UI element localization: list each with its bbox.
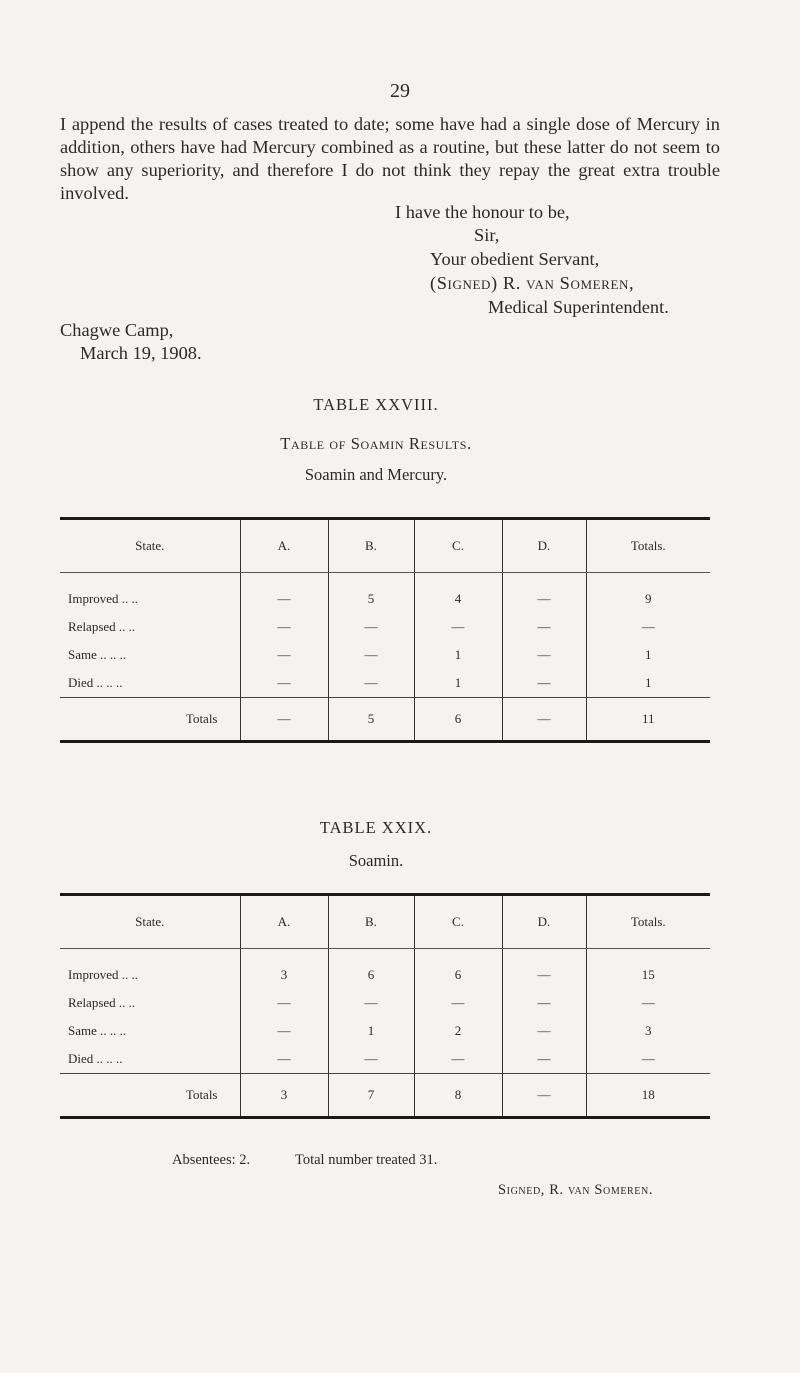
table-header-row	[60, 519, 710, 573]
table-row	[60, 1017, 710, 1045]
closing-signature: (Signed) R. van Someren,	[430, 273, 635, 293]
column-header: Totals.	[586, 519, 710, 573]
table-28-subtitle: Table of Soamin Results.	[280, 434, 472, 453]
table-cell: —	[502, 573, 586, 614]
table-cell: 7	[328, 1074, 414, 1118]
row-label: Same .. .. ..	[68, 647, 127, 662]
table-cell: —	[414, 989, 502, 1017]
table-row	[60, 641, 710, 669]
table-cell: —	[240, 641, 328, 669]
table-row	[60, 1045, 710, 1074]
table-row	[60, 949, 710, 990]
table-cell: 6	[328, 949, 414, 990]
table-cell: —	[502, 641, 586, 669]
table-cell: —	[414, 613, 502, 641]
table-cell: 15	[586, 949, 710, 990]
totals-label: Totals	[60, 698, 240, 742]
table-cell: 3	[586, 1017, 710, 1045]
table-cell: —	[586, 613, 710, 641]
table-cell: 1	[328, 1017, 414, 1045]
column-header: Totals.	[586, 895, 710, 949]
table-cell: 2	[414, 1017, 502, 1045]
table-cell: 1	[586, 641, 710, 669]
table-cell: —	[328, 613, 414, 641]
date-line: March 19, 1908.	[80, 343, 202, 363]
column-header: B.	[328, 895, 414, 949]
table-cell: —	[502, 1017, 586, 1045]
table-29-subtitle: Soamin.	[348, 851, 404, 870]
table-cell: 5	[328, 573, 414, 614]
table-cell: —	[328, 641, 414, 669]
column-header: C.	[414, 519, 502, 573]
totals-label: Totals	[60, 1074, 240, 1118]
table-cell: —	[586, 989, 710, 1017]
table-28	[60, 517, 710, 743]
body-paragraph: I append the results of cases treated to date; some have had a single dose of Mercury in addition, others have had Mercury combined as a routine, but these latter do not seem to show any superiority, and therefore I do not think they repay the great extra trouble involved.	[60, 114, 720, 203]
table-cell: —	[502, 1045, 586, 1074]
column-header: State.	[60, 519, 240, 573]
table-cell: —	[502, 613, 586, 641]
column-header: A.	[240, 895, 328, 949]
totals-row	[60, 1074, 710, 1118]
table-cell: —	[240, 573, 328, 614]
table-cell: —	[502, 949, 586, 990]
table-cell: —	[240, 613, 328, 641]
table-cell: 8	[414, 1074, 502, 1118]
table-cell: —	[502, 989, 586, 1017]
table-cell: —	[414, 1045, 502, 1074]
table-cell: 6	[414, 949, 502, 990]
table-cell: —	[502, 1074, 586, 1118]
row-label: Same .. .. ..	[68, 1023, 127, 1038]
table-cell: 1	[586, 669, 710, 698]
table-row	[60, 669, 710, 698]
table-cell: —	[502, 669, 586, 698]
table-cell: 3	[240, 1074, 328, 1118]
row-label: Died .. .. ..	[68, 675, 123, 690]
column-header: State.	[60, 895, 240, 949]
column-header: B.	[328, 519, 414, 573]
row-label: Relapsed .. ..	[68, 619, 136, 634]
table-cell: —	[328, 669, 414, 698]
closing-line-1: I have the honour to be,	[395, 202, 570, 222]
footer-signature: Signed, R. van Someren.	[498, 1182, 654, 1198]
totals-row	[60, 698, 710, 742]
row-label: Relapsed .. ..	[68, 995, 136, 1010]
absentees-note: Absentees: 2.	[172, 1152, 251, 1168]
table-cell: —	[240, 1017, 328, 1045]
table-cell: 11	[586, 698, 710, 742]
table-28-subtitle-2: Soamin and Mercury.	[304, 465, 448, 484]
place-line: Chagwe Camp,	[60, 320, 174, 340]
total-treated-note: Total number treated 31.	[295, 1152, 438, 1168]
column-header: D.	[502, 895, 586, 949]
table-29	[60, 893, 710, 1119]
closing-title: Medical Superintendent.	[488, 297, 669, 317]
table-cell: —	[240, 669, 328, 698]
row-label: Improved .. ..	[68, 967, 139, 982]
column-header: A.	[240, 519, 328, 573]
table-cell: —	[240, 989, 328, 1017]
table-cell: 1	[414, 641, 502, 669]
table-cell: 9	[586, 573, 710, 614]
column-header: C.	[414, 895, 502, 949]
table-cell: 5	[328, 698, 414, 742]
table-cell: 3	[240, 949, 328, 990]
row-label: Died .. .. ..	[68, 1051, 123, 1066]
closing-line-2: Sir,	[474, 225, 500, 245]
table-cell: —	[328, 1045, 414, 1074]
table-cell: —	[328, 989, 414, 1017]
table-cell: 4	[414, 573, 502, 614]
table-header-row	[60, 895, 710, 949]
table-cell: —	[502, 698, 586, 742]
table-row	[60, 573, 710, 614]
column-header: D.	[502, 519, 586, 573]
row-label: Improved .. ..	[68, 591, 139, 606]
table-cell: 6	[414, 698, 502, 742]
table-cell: 1	[414, 669, 502, 698]
table-row	[60, 613, 710, 641]
table-row	[60, 989, 710, 1017]
table-cell: —	[240, 698, 328, 742]
table-29-title: TABLE XXIX.	[319, 818, 433, 837]
table-cell: 18	[586, 1074, 710, 1118]
table-cell: —	[586, 1045, 710, 1074]
table-cell: —	[240, 1045, 328, 1074]
closing-line-3: Your obedient Servant,	[430, 249, 600, 269]
page-number: 29	[390, 80, 410, 102]
table-28-title: TABLE XXVIII.	[313, 395, 439, 414]
